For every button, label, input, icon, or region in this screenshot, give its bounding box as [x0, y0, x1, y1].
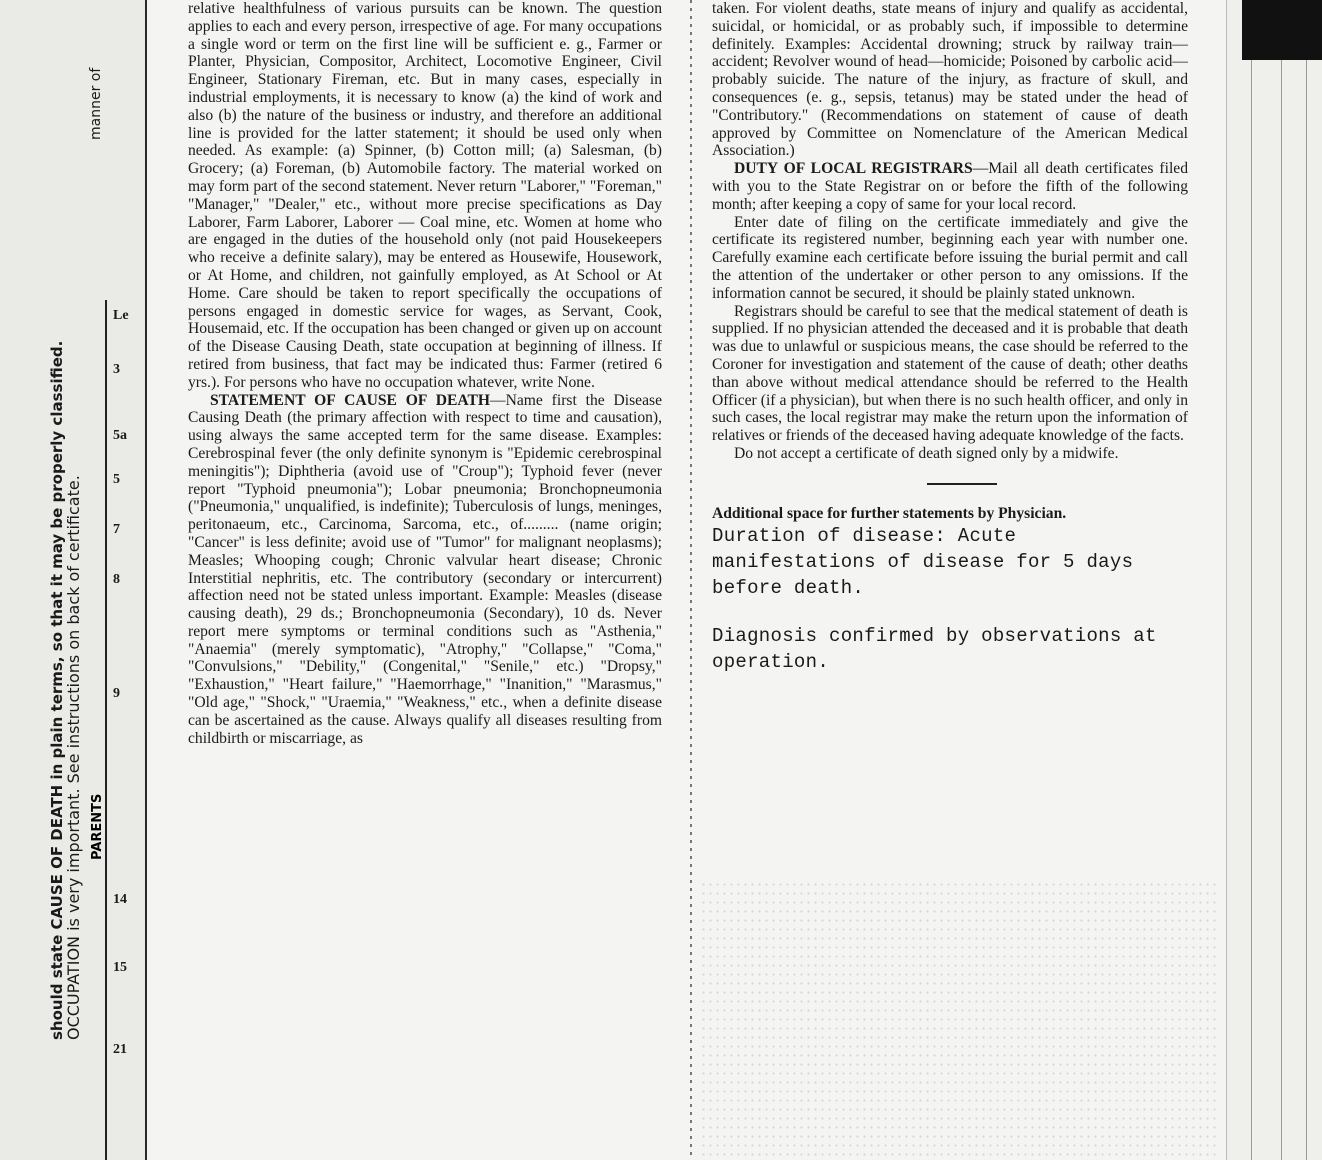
filing-paragraph: Enter date of filing on the certificate immediately and give the certificate its registered number, beginning each year with number one. Carefully examine each certificate before issuing the burial permit and call the attention of the undertaker or other person to any omissions. If the information cannot be secured, it should be plainly stated unknown. [712, 213, 1188, 302]
typed-diagnosis-statement: Diagnosis confirmed by observations at operation. [712, 624, 1157, 673]
duty-heading: DUTY OF LOCAL REGISTRARS [734, 160, 973, 178]
row-number: 5 [113, 472, 120, 487]
row-number: 7 [113, 522, 120, 537]
row-number: 14 [113, 892, 127, 907]
edge-line [1251, 60, 1252, 1160]
row-number: Le [113, 308, 129, 323]
edge-line [1306, 60, 1307, 1160]
section-divider [927, 483, 997, 485]
rotated-instruction-occupation: OCCUPATION is very important. See instructions on back of certificate. [64, 475, 83, 1040]
duty-body: —Mail all death certificates filed with you to the State Registrar on or before the fifth of the following month; after keeping a copy of same for your local record. [712, 160, 1188, 213]
row-number: 5a [113, 428, 127, 443]
row-number: 9 [113, 686, 120, 701]
previous-page-edge [0, 0, 147, 1160]
duty-section [712, 160, 1188, 213]
row-number: 8 [113, 572, 120, 587]
additional-space-heading: Additional space for further statements by Physician. [712, 504, 1067, 522]
row-number: 3 [113, 362, 120, 377]
midwife-paragraph: Do not accept a certificate of death signed only by a midwife. [734, 444, 1119, 462]
left-text-column [188, 0, 662, 747]
dark-corner [1242, 0, 1322, 60]
row-number: 21 [113, 1042, 127, 1057]
rotated-fragment: manner of [88, 67, 104, 140]
form-row-numbers [105, 300, 147, 1160]
cause-of-death-heading: STATEMENT OF CAUSE OF DEATH [210, 391, 490, 409]
next-page-edge [1226, 0, 1322, 1160]
registrars-paragraph: Registrars should be careful to see that the medical statement of death is supplied. If no physician attended the deceased and it is probable that death was due to unlawful or suspicious means, the case should be referred to the Coroner for investigation and statement of the cause of death; other deaths than above without medical attendance should be referred to the Health Officer (if a physician), but when there is no such health officer, and only in such cases, the local registrar may make the return upon the information of relatives or friends of the deceased having adequate knowledge of the facts. [712, 302, 1188, 445]
edge-line [1281, 60, 1282, 1160]
right-text-column [712, 0, 1188, 675]
rotated-instruction-cause: should state CAUSE OF DEATH in plain terms, so that it may be properly classified. [48, 340, 66, 1040]
scan-noise [700, 880, 1220, 1160]
row-number: 15 [113, 960, 127, 975]
cause-of-death-body: —Name first the Disease Causing Death (the primary affection with respect to time and causation), using always the same accepted term for the same disease. Examples: Cerebrospinal fever (the only definite synonym is "Epidemic cerebrospinal meningitis"); Diphtheria (avoid use of "Croup"); Typhoid fever (never report "Typhoid pneumonia"); Lobar pneumonia; Bronchopneumonia ("Pneumonia," unqualified, is indefinite); Tuberculosis of lungs, meninges, peritonaeum, etc., Carcinoma, Sarcoma, etc., of......... (name origin; "Cancer" is less definite; avoid use of "Tumor" for malignant neoplasms); Measles; Whooping cough; Chronic valvular heart disease; Chronic Interstitial nephritis, etc. The contributory (secondary or intercurrent) affection need not be stated unless important. Example: Measles (disease causing death), 29 ds.; Bronchopneumonia (Secondary), 10 ds. Never report mere symptoms or terminal conditions such as "Asthenia," "Anaemia" (merely symptomatic), "Atrophy," "Collapse," "Coma," "Convulsions," "Debility," (Congenital," "Senile," etc.) "Dropsy," "Exhaustion," "Heart failure," "Haemorrhage," "Inanition," "Marasmus," "Old age," "Shock," "Uraemia," "Weakness," etc., when a definite disease can be ascertained as the cause. Always qualify all diseases resulting from childbirth or miscarriage, as [188, 391, 663, 747]
cause-of-death-section [188, 392, 662, 748]
typed-duration-statement: Duration of disease: Acute manifestations of disease for 5 days before death. [712, 524, 1134, 599]
parents-label: PARENTS [90, 793, 105, 860]
occupation-instructions: relative healthfulness of various pursuits can be known. The question applies to each and every person, irrespective of age. For many occupations a single word or term on the first line will be sufficient e. g., Farmer or Planter, Physician, Compositor, Architect, Locomotive Engineer, Civil Engineer, Stationary Fireman, etc. But in many cases, especially in industrial employments, it is necessary to know (a) the kind of work and also (b) the nature of the business or industry, and therefore an additional line is provided for the latter statement; it should be used only when needed. As example: (a) Spinner, (b) Cotton mill; (a) Salesman, (b) Grocery; (a) Foreman, (b) Automobile factory. The material worked on may form part of the second statement. Never return "Laborer," "Foreman," "Manager," "Dealer," etc., without more precise specifications as Day Laborer, Farm Laborer, Laborer — Coal mine, etc. Women at home who are engaged in the duties of the household only (not paid Housekeepers who receive a definite salary), may be entered as Housewife, Housework, or At Home, and children, not gainfully employed, as At School or At Home. Care should be taken to report specifically the occupations of persons engaged in domestic service for wages, as Servant, Cook, Housemaid, etc. If the occupation has been changed or given up on account of the Disease Causing Death, state occupation at beginning of illness. If retired from business, that fact may be indicated thus: Farmer (retired 6 yrs.). For persons who have no occupation whatever, write None. [188, 0, 662, 391]
page-fold [690, 0, 692, 1160]
violent-deaths-paragraph: taken. For violent deaths, state means of injury and qualify as accidental, suicidal, or homicidal, or as probably such, if impossible to determine definitely. Examples: Accidental drowning; struck by railway train—accident; Revolver wound of head—homicide; Poisoned by carbolic acid—probably suicide. The nature of the injury, as fracture of skull, and consequences (e. g., sepsis, tetanus) may be stated under the head of "Contributory." (Recommendations on statement of cause of death approved by Committee on Nomenclature of the American Medical Association.) [712, 0, 1188, 160]
